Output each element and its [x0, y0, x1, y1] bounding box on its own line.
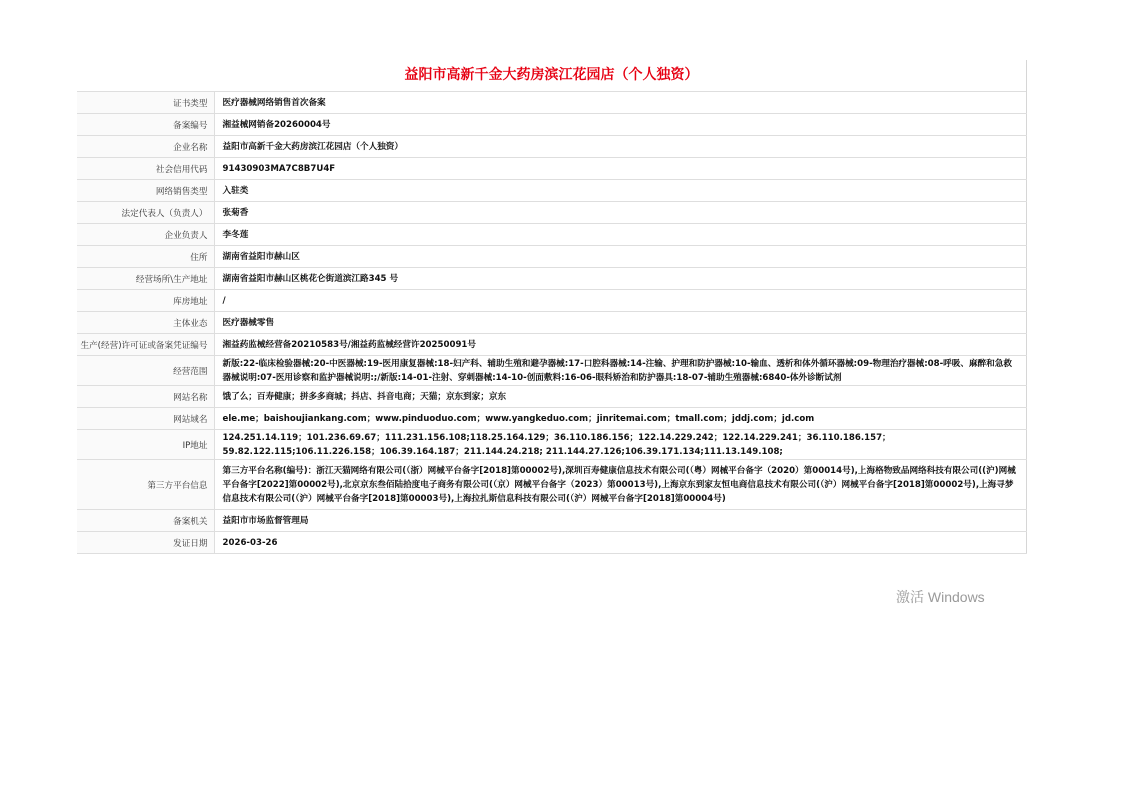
row-license-number — [77, 334, 1027, 356]
label-website-name: 网站名称 — [77, 386, 214, 408]
label-sales-type: 网络销售类型 — [77, 180, 214, 202]
label-credit-code: 社会信用代码 — [77, 158, 214, 180]
value-license-number: 湘益药监械经营备20210583号/湘益药监械经营许20250091号 — [214, 334, 1027, 356]
value-filing-number: 湘益械网销备20260004号 — [214, 114, 1027, 136]
label-issue-date: 发证日期 — [77, 532, 214, 554]
value-issue-date: 2026-03-26 — [214, 532, 1027, 554]
label-third-party-platform: 第三方平台信息 — [77, 460, 214, 510]
value-business-address: 湖南省益阳市赫山区桃花仑街道滨江路345 号 — [214, 268, 1027, 290]
row-credit-code — [77, 158, 1027, 180]
label-filing-authority: 备案机关 — [77, 510, 214, 532]
value-sales-type: 入驻类 — [214, 180, 1027, 202]
label-business-scope: 经营范围 — [77, 356, 214, 386]
label-certificate-type: 证书类型 — [77, 92, 214, 114]
row-warehouse-address — [77, 290, 1027, 312]
row-sales-type — [77, 180, 1027, 202]
row-issue-date — [77, 532, 1027, 554]
row-legal-representative — [77, 202, 1027, 224]
value-company-name: 益阳市高新千金大药房滨江花园店（个人独资） — [214, 136, 1027, 158]
row-filing-authority — [77, 510, 1027, 532]
row-business-scope — [77, 356, 1027, 386]
record-title: 益阳市高新千金大药房滨江花园店（个人独资） — [77, 60, 1027, 91]
label-legal-representative: 法定代表人（负责人） — [77, 202, 214, 224]
label-ip-address: IP地址 — [77, 430, 214, 460]
windows-activation-watermark: 激活 Windows — [896, 589, 985, 605]
row-domicile — [77, 246, 1027, 268]
row-website-name — [77, 386, 1027, 408]
row-company-name — [77, 136, 1027, 158]
label-company-head: 企业负责人 — [77, 224, 214, 246]
row-website-domain — [77, 408, 1027, 430]
row-company-head — [77, 224, 1027, 246]
label-business-format: 主体业态 — [77, 312, 214, 334]
row-business-format — [77, 312, 1027, 334]
label-company-name: 企业名称 — [77, 136, 214, 158]
value-filing-authority: 益阳市市场监督管理局 — [214, 510, 1027, 532]
value-certificate-type: 医疗器械网络销售首次备案 — [214, 92, 1027, 114]
row-ip-address — [77, 430, 1027, 460]
value-ip-address: 124.251.14.119；101.236.69.67；111.231.156.108;118.25.164.129；36.110.186.156；122.14.229.242；122.14.229.241；36.110.186.157；59.82.122.115;106.11.226.158；106.39.164.187；211.144.24.218; 211.144.27.126;106.39.171.134;111.13.149.108; — [214, 430, 1027, 460]
value-third-party-platform: 第三方平台名称(编号)：浙江天猫网络有限公司(（浙）网械平台备字[2018]第00002号),深圳百寿健康信息技术有限公司(（粤）网械平台备字（2020）第00014号),上海格物致品网络科技有限公司((沪)网械平台备字[2022]第00002号),北京京东叁佰陆拾度电子商务有限公司(（京）网械平台备字（2023）第00013号),上海京东到家友恒电商信息技术有限公司(（沪）网械平台备字[2018]第00002号),上海寻梦信息技术有限公司(（沪）网械平台备字[2018]第00003号),上海拉扎斯信息科技有限公司(（沪）网械平台备字[2018]第00004号) — [214, 460, 1027, 510]
record-card — [77, 60, 1027, 598]
row-third-party-platform — [77, 460, 1027, 510]
value-website-name: 饿了么；百寿健康；拼多多商城；抖店、抖音电商；天猫；京东到家；京东 — [214, 386, 1027, 408]
value-credit-code: 91430903MA7C8B7U4F — [214, 158, 1027, 180]
value-business-scope: 新版:22-临床检验器械:20-中医器械:19-医用康复器械:18-妇产科、辅助生殖和避孕器械:17-口腔科器械:14-注输、护理和防护器械:10-输血、透析和体外循环器械:09-物理治疗器械:08-呼吸、麻醉和急救器械说明:07-医用诊察和监护器械说明:;/新版:14-01-注射、穿刺器械:14-10-创面敷料:16-06-眼科矫治和防护器具:18-07-辅助生殖器械:6840-体外诊断试剂 — [214, 356, 1027, 386]
row-filing-number — [77, 114, 1027, 136]
label-license-number: 生产(经营)许可证或备案凭证编号 — [77, 334, 214, 356]
value-business-format: 医疗器械零售 — [214, 312, 1027, 334]
row-certificate-type — [77, 92, 1027, 114]
label-domicile: 住所 — [77, 246, 214, 268]
value-company-head: 李冬莲 — [214, 224, 1027, 246]
label-business-address: 经营场所\生产地址 — [77, 268, 214, 290]
value-domicile: 湖南省益阳市赫山区 — [214, 246, 1027, 268]
row-business-address — [77, 268, 1027, 290]
label-website-domain: 网站域名 — [77, 408, 214, 430]
label-warehouse-address: 库房地址 — [77, 290, 214, 312]
value-legal-representative: 张菊香 — [214, 202, 1027, 224]
record-table — [77, 91, 1027, 554]
value-website-domain: ele.me；baishoujiankang.com；www.pinduoduo.com；www.yangkeduo.com；jinritemai.com；tmall.com；jddj.com；jd.com — [214, 408, 1027, 430]
label-filing-number: 备案编号 — [77, 114, 214, 136]
value-warehouse-address: / — [214, 290, 1027, 312]
